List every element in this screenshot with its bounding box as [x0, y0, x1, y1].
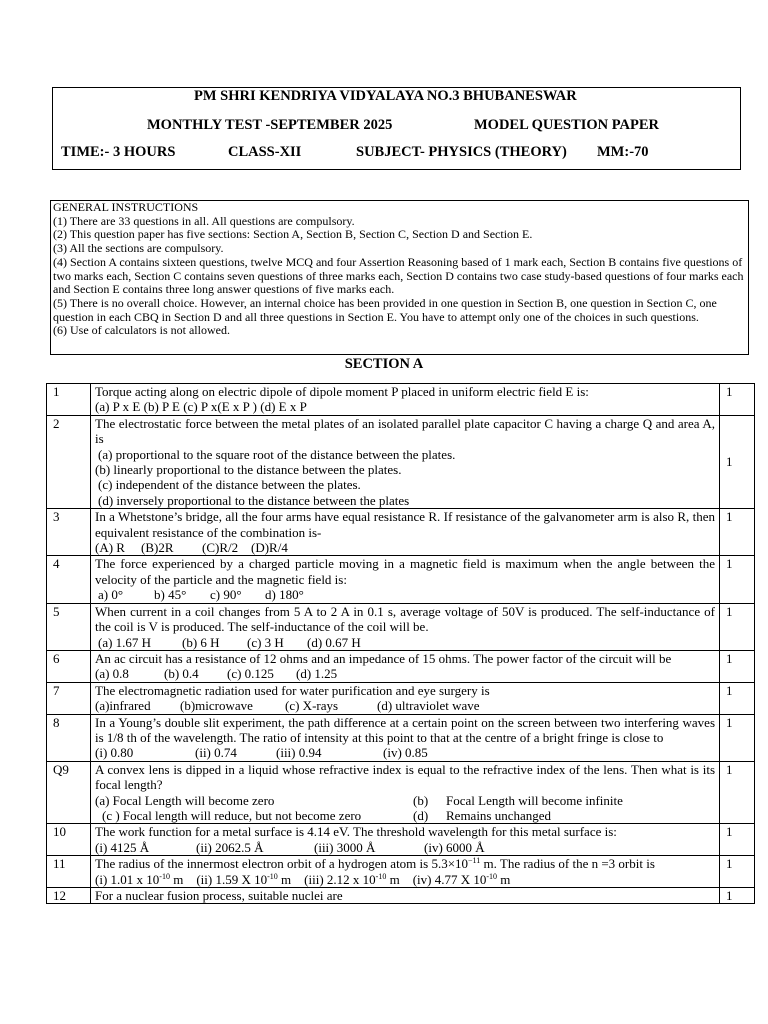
question-row [47, 714, 755, 761]
question-stem: The force experienced by a charged particle moving in a magnetic field is maximum when the angle between the velocity of the particle and the magnetic field is: [95, 556, 715, 587]
question-options [95, 666, 715, 681]
question-number: 5 [47, 603, 91, 650]
option-a: (i) 4125 Å [95, 839, 150, 855]
question-text [91, 856, 720, 888]
question-options-row-1 [95, 793, 715, 808]
question-number: 8 [47, 714, 91, 761]
option-c: (c ) Focal length will reduce, but not become zero [102, 807, 362, 823]
option-d: (D)R/4 [251, 540, 288, 556]
question-stem: The work function for a metal surface is 4.14 eV. The threshold wavelength for this metal surface is: [95, 824, 617, 840]
question-options [95, 635, 715, 650]
option-a: (a) proportional to the square root of the distance between the plates. [98, 446, 456, 462]
question-row [47, 384, 755, 416]
question-text [91, 824, 720, 856]
time-label: TIME:- 3 HOURS [61, 144, 176, 160]
subject-label: SUBJECT- PHYSICS (THEORY) [356, 144, 567, 160]
option-a: (a)infrared [95, 698, 151, 714]
question-number: 12 [47, 888, 91, 904]
question-marks: 1 [720, 556, 755, 603]
question-marks: 1 [720, 714, 755, 761]
question-options [95, 840, 715, 855]
option-d: (d) 1.25 [296, 666, 338, 682]
paper-type: MODEL QUESTION PAPER [474, 117, 660, 133]
question-marks: 1 [720, 856, 755, 888]
question-number: 4 [47, 556, 91, 603]
question-marks: 1 [720, 682, 755, 714]
test-name: MONTHLY TEST -SEPTEMBER 2025 [147, 117, 393, 133]
question-number: Q9 [47, 761, 91, 824]
question-number: 10 [47, 824, 91, 856]
question-row [47, 856, 755, 888]
option-c: (C)R/2 [202, 540, 239, 556]
question-number: 1 [47, 384, 91, 416]
question-text [91, 415, 720, 508]
instruction-item: (3) All the sections are compulsory. [53, 241, 224, 256]
question-options [95, 587, 715, 602]
question-marks: 1 [720, 888, 755, 904]
question-text [91, 888, 720, 904]
question-options [95, 745, 715, 760]
option-d: Remains unchanged [446, 807, 552, 823]
question-text [91, 714, 720, 761]
question-row [47, 603, 755, 650]
question-text [91, 682, 720, 714]
marks-label: MM:-70 [597, 144, 649, 160]
question-stem: For a nuclear fusion process, suitable nuclei are [95, 888, 343, 903]
option-c: (c) 0.125 [227, 666, 274, 682]
option-d: (iv) 6000 Å [424, 839, 485, 855]
option-a: (i) 1.01 x $10^{-10}$ m [95, 871, 184, 887]
questions-table [46, 383, 755, 904]
question-number: 11 [47, 856, 91, 888]
question-options [95, 698, 715, 713]
question-row [47, 824, 755, 856]
question-number: 3 [47, 509, 91, 556]
question-marks: 1 [720, 415, 755, 508]
question-options [95, 540, 715, 555]
question-marks: 1 [720, 761, 755, 824]
question-stem: When current in a coil changes from 5 A to 2 A in 0.1 s, average voltage of 50V is produced. The self-inductance of the coil is V is produced. The self-inductance of the coil will be. [95, 603, 715, 635]
question-options: (a) P x E (b) P E (c) P x(E x P ) (d) E x P [95, 399, 307, 415]
instruction-item: (4) Section A contains sixteen questions, twelve MCQ and four Assertion Reasoning based of 1 mark each, Section B contains five questions of two marks each, Section C contains seven questions of three marks each, Section D contains two case study-based questions of four marks each and Section E contains three long answer questions of five marks each. [53, 254, 744, 297]
option-d: (d) 0.67 H [307, 634, 361, 650]
school-name: PM SHRI KENDRIYA VIDYALAYA NO.3 BHUBANESWAR [194, 88, 577, 104]
question-row [47, 509, 755, 556]
instruction-item: (5) There is no overall choice. However, an internal choice has been provided in one question in Section B, one question in Section C, one question in each CBQ in Section D and all three questions in Section E. You have to attempt only one of the choices in such questions. [53, 295, 717, 324]
question-text [91, 603, 720, 650]
option-c: (c) X-rays [285, 698, 339, 714]
option-a: (a) 0.8 [95, 666, 129, 682]
option-c: (c) independent of the distance between the plates. [98, 477, 361, 493]
question-number: 7 [47, 682, 91, 714]
option-b-key: (b) [413, 792, 429, 808]
question-stem: The electromagnetic radiation used for water purification and eye surgery is [95, 682, 490, 698]
question-stem: An ac circuit has a resistance of 12 ohms and an impedance of 15 ohms. The power factor of the circuit will be [95, 650, 672, 666]
instructions-title: GENERAL INSTRUCTIONS [53, 200, 199, 214]
option-b: Focal Length will become infinite [446, 792, 623, 808]
instruction-item: (1) There are 33 questions in all. All questions are compulsory. [53, 213, 355, 228]
option-c: (iii) 3000 Å [314, 839, 376, 855]
question-marks: 1 [720, 603, 755, 650]
question-marks: 1 [720, 650, 755, 682]
option-c: (iii) 0.94 [276, 745, 322, 761]
option-a: (a) Focal Length will become zero [95, 792, 275, 808]
option-d: (iv) 0.85 [383, 745, 428, 761]
question-stem: In a Whetstone’s bridge, all the four arms have equal resistance R. If resistance of the galvanometer arm is also R, then equivalent resistance of the combination is- [95, 509, 715, 540]
option-d: d) 180° [265, 587, 304, 603]
question-row [47, 761, 755, 824]
question-row [47, 415, 755, 508]
option-b: (ii) 0.74 [195, 745, 237, 761]
option-b: (B)2R [141, 540, 174, 556]
question-number: 2 [47, 415, 91, 508]
question-marks: 1 [720, 509, 755, 556]
question-number: 6 [47, 650, 91, 682]
option-b: (b) linearly proportional to the distance between the plates. [95, 462, 402, 478]
question-marks: 1 [720, 824, 755, 856]
option-b: (b)microwave [180, 698, 253, 714]
instruction-item: (6) Use of calculators is not allowed. [53, 323, 230, 338]
question-stem: The electrostatic force between the metal plates of an isolated parallel plate capacitor C having a charge Q and area A, is [95, 415, 715, 447]
question-stem: In a Young’s double slit experiment, the path difference at a certain point on the screen between two interfering waves is 1/8 th of the wavelength. The ratio of intensity at this point to that at the centre of a bright fringe is close to [95, 714, 715, 745]
option-a: (a) 1.67 H [98, 634, 152, 650]
question-row [47, 888, 755, 904]
general-instructions [50, 200, 749, 355]
section-title: SECTION A [344, 356, 424, 372]
option-a: (A) R [95, 540, 125, 556]
option-b: (ii) 1.59 X $10^{-10}$ m [196, 871, 292, 887]
class-label: CLASS-XII [228, 144, 302, 160]
question-options [95, 872, 715, 887]
question-text [91, 509, 720, 556]
question-stem: A convex lens is dipped in a liquid whose refractive index is equal to the refractive index of the lens. Then what is its focal length? [95, 761, 715, 793]
question-row [47, 682, 755, 714]
option-b: (b) 0.4 [164, 666, 199, 682]
instruction-item: (2) This question paper has five sections: Section A, Section B, Section C, Section D and Section E. [53, 227, 533, 242]
header-box [52, 87, 741, 170]
question-row [47, 650, 755, 682]
question-stem: Torque acting along on electric dipole of dipole moment P placed in uniform electric field E is: [95, 384, 589, 399]
option-d: (d) ultraviolet wave [377, 698, 480, 714]
question-text [91, 556, 720, 603]
option-a: a) 0° [98, 587, 124, 603]
option-c: (iii) 2.12 x $10^{-10}$ m [304, 871, 400, 887]
question-row [47, 556, 755, 603]
question-stem: The radius of the innermost electron orbit of a hydrogen atom is $5.3\times 10^{-11}$ m. The radius of the n =3 orbit is [95, 856, 655, 872]
option-b: b) 45° [154, 587, 187, 603]
question-text [91, 384, 720, 416]
option-a: (i) 0.80 [95, 745, 134, 761]
question-text [91, 650, 720, 682]
option-c: (c) 3 H [247, 634, 284, 650]
option-b: (ii) 2062.5 Å [196, 839, 264, 855]
question-marks: 1 [720, 384, 755, 416]
question-options-row-2 [95, 808, 715, 823]
option-d: (iv) 4.77 X $10^{-10}$ m [412, 871, 511, 887]
option-d-key: (d) [413, 807, 429, 823]
option-c: c) 90° [210, 587, 242, 603]
question-text [91, 761, 720, 824]
option-b: (b) 6 H [182, 634, 220, 650]
option-d: (d) inversely proportional to the distance between the plates [98, 492, 410, 508]
